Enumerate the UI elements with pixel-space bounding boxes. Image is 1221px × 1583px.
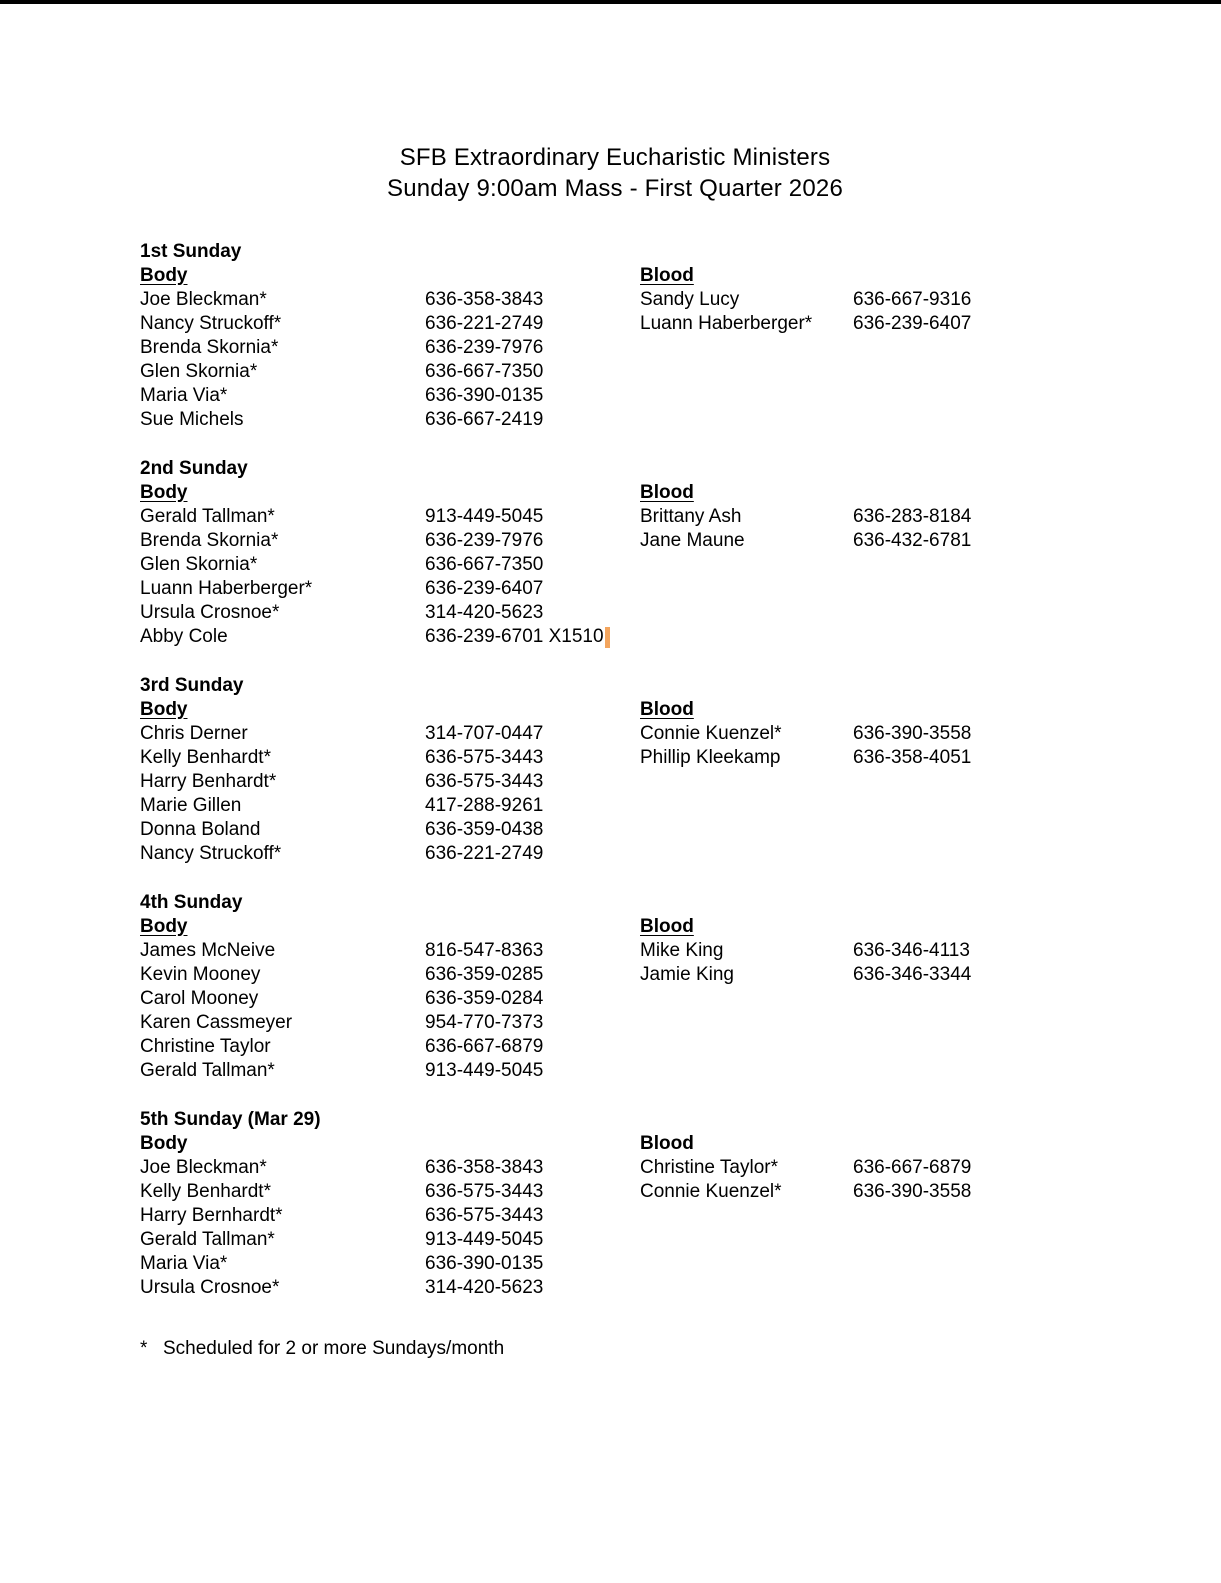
- section-heading: 3rd Sunday: [140, 675, 244, 696]
- body-minister-phone: 636-239-6701 X1510: [425, 625, 640, 649]
- blood-minister-name: [640, 601, 853, 625]
- blood-minister-name: Phillip Kleekamp: [640, 747, 781, 768]
- body-minister-name: Donna Boland: [140, 819, 261, 840]
- minister-row: [140, 505, 1090, 529]
- body-minister-name: Harry Benhardt*: [140, 771, 277, 792]
- spacer-cell: [853, 264, 1090, 288]
- body-minister-phone: 913-449-5045: [425, 1060, 544, 1081]
- blood-minister-phone: [853, 1276, 1090, 1300]
- body-minister-phone: 314-420-5623: [425, 1277, 544, 1298]
- body-minister-name: Joe Bleckman*: [140, 289, 267, 310]
- body-column-label: Body: [140, 699, 188, 720]
- blood-column-label: Blood: [640, 265, 694, 286]
- spacer-cell: [853, 915, 1090, 939]
- blood-column-label: Blood: [640, 482, 694, 503]
- blood-minister-name: [640, 1252, 853, 1276]
- minister-row: [140, 336, 1090, 360]
- body-minister-name: Sue Michels: [140, 409, 244, 430]
- minister-row: [140, 722, 1090, 746]
- title-line-2: Sunday 9:00am Mass - First Quarter 2026: [387, 175, 843, 202]
- body-minister-phone: 636-239-7976: [425, 530, 544, 551]
- body-minister-name: Gerald Tallman*: [140, 1229, 275, 1250]
- body-minister-name: Nancy Struckoff*: [140, 313, 282, 334]
- spacer-cell: [425, 1132, 640, 1156]
- body-minister-name: Gerald Tallman*: [140, 1060, 275, 1081]
- body-column-label: Body: [140, 265, 188, 286]
- blood-minister-phone: [853, 625, 1090, 649]
- minister-row: [140, 963, 1090, 987]
- blood-minister-phone: [853, 770, 1090, 794]
- spacer-cell: [853, 1132, 1090, 1156]
- blood-minister-name: [640, 625, 853, 649]
- body-column-label: Body: [140, 916, 188, 937]
- blood-minister-phone: 636-239-6407: [853, 313, 972, 334]
- body-column-label: Body: [140, 1133, 188, 1154]
- blood-minister-phone: [853, 987, 1090, 1011]
- body-minister-phone: 636-239-6407: [425, 578, 544, 599]
- body-minister-phone: 636-358-3843: [425, 1157, 544, 1178]
- section-heading: 4th Sunday: [140, 892, 243, 913]
- page-top-border: [0, 0, 1221, 4]
- body-minister-name: Kevin Mooney: [140, 964, 261, 985]
- text-cursor: [605, 627, 610, 648]
- footnote-marker: *: [140, 1338, 148, 1359]
- minister-row: [140, 770, 1090, 794]
- section-heading: 1st Sunday: [140, 241, 242, 262]
- blood-minister-name: [640, 1035, 853, 1059]
- body-column-label: Body: [140, 482, 188, 503]
- blood-minister-phone: 636-667-9316: [853, 289, 972, 310]
- minister-row: [140, 794, 1090, 818]
- spacer-cell: [425, 915, 640, 939]
- minister-row: [140, 288, 1090, 312]
- footnote: [140, 1337, 1090, 1361]
- body-minister-name: Kelly Benhardt*: [140, 747, 271, 768]
- body-minister-phone: 636-239-7976: [425, 337, 544, 358]
- minister-row: [140, 384, 1090, 408]
- section-heading: 2nd Sunday: [140, 458, 248, 479]
- document-title: [140, 142, 1090, 204]
- blood-minister-phone: [853, 818, 1090, 842]
- blood-minister-phone: 636-390-3558: [853, 723, 972, 744]
- section-heading: 5th Sunday (Mar 29): [140, 1109, 321, 1130]
- body-minister-phone: 636-221-2749: [425, 313, 544, 334]
- minister-row: [140, 360, 1090, 384]
- column-header-row: [140, 698, 1090, 722]
- blood-minister-phone: [853, 577, 1090, 601]
- body-minister-phone: 636-390-0135: [425, 1253, 544, 1274]
- body-minister-name: Chris Derner: [140, 723, 248, 744]
- document-content: [140, 142, 1090, 1361]
- body-minister-phone: 636-359-0285: [425, 964, 544, 985]
- blood-minister-phone: [853, 1252, 1090, 1276]
- blood-minister-phone: 636-346-4113: [853, 940, 970, 961]
- spacer-cell: [853, 698, 1090, 722]
- blood-minister-name: [640, 553, 853, 577]
- body-minister-phone: 636-221-2749: [425, 843, 544, 864]
- minister-row: [140, 842, 1090, 866]
- body-minister-phone: 636-359-0284: [425, 988, 544, 1009]
- blood-minister-name: Mike King: [640, 940, 724, 961]
- body-minister-name: Maria Via*: [140, 385, 228, 406]
- blood-minister-phone: 636-432-6781: [853, 530, 972, 551]
- blood-minister-name: [640, 794, 853, 818]
- blood-minister-phone: 636-346-3344: [853, 964, 972, 985]
- minister-row: [140, 1252, 1090, 1276]
- schedule-section: [140, 240, 1090, 432]
- body-minister-phone: 636-358-3843: [425, 289, 544, 310]
- blood-minister-name: Jamie King: [640, 964, 734, 985]
- blood-minister-name: [640, 770, 853, 794]
- blood-minister-phone: 636-283-8184: [853, 506, 972, 527]
- blood-minister-name: Luann Haberberger*: [640, 313, 813, 334]
- blood-minister-name: [640, 1228, 853, 1252]
- body-minister-phone: 913-449-5045: [425, 1229, 544, 1250]
- minister-row: [140, 1011, 1090, 1035]
- blood-minister-phone: [853, 1035, 1090, 1059]
- body-minister-name: Maria Via*: [140, 1253, 228, 1274]
- body-minister-phone: 636-359-0438: [425, 819, 544, 840]
- schedule-section: [140, 674, 1090, 866]
- body-minister-phone: 636-667-7350: [425, 361, 544, 382]
- blood-minister-phone: 636-358-4051: [853, 747, 972, 768]
- body-minister-phone: 636-667-7350: [425, 554, 544, 575]
- spacer-cell: [425, 698, 640, 722]
- body-minister-phone: 636-575-3443: [425, 771, 544, 792]
- blood-minister-name: Christine Taylor*: [640, 1157, 778, 1178]
- blood-minister-name: [640, 336, 853, 360]
- body-minister-name: Karen Cassmeyer: [140, 1012, 293, 1033]
- blood-minister-phone: [853, 601, 1090, 625]
- minister-row: [140, 939, 1090, 963]
- column-header-row: [140, 1132, 1090, 1156]
- schedule-section: [140, 1108, 1090, 1300]
- body-minister-phone: 417-288-9261: [425, 795, 544, 816]
- body-minister-name: Brenda Skornia*: [140, 530, 279, 551]
- schedule-section: [140, 457, 1090, 649]
- body-minister-phone: 816-547-8363: [425, 940, 544, 961]
- column-header-row: [140, 264, 1090, 288]
- body-minister-name: Brenda Skornia*: [140, 337, 279, 358]
- blood-minister-phone: [853, 553, 1090, 577]
- minister-row: [140, 818, 1090, 842]
- body-minister-name: Harry Bernhardt*: [140, 1205, 283, 1226]
- blood-column-label: Blood: [640, 699, 694, 720]
- minister-row: [140, 625, 1090, 649]
- blood-minister-name: [640, 1204, 853, 1228]
- blood-minister-phone: 636-390-3558: [853, 1181, 972, 1202]
- body-minister-phone: 636-575-3443: [425, 1205, 544, 1226]
- blood-minister-phone: [853, 842, 1090, 866]
- minister-row: [140, 601, 1090, 625]
- blood-column-label: Blood: [640, 916, 694, 937]
- spacer-cell: [853, 481, 1090, 505]
- blood-minister-name: [640, 1011, 853, 1035]
- blood-minister-phone: [853, 1204, 1090, 1228]
- body-minister-name: Gerald Tallman*: [140, 506, 275, 527]
- schedule-sections: [140, 240, 1090, 1300]
- body-minister-name: Ursula Crosnoe*: [140, 602, 280, 623]
- minister-row: [140, 1035, 1090, 1059]
- minister-row: [140, 1059, 1090, 1083]
- blood-minister-phone: [853, 360, 1090, 384]
- minister-row: [140, 987, 1090, 1011]
- body-minister-phone: 954-770-7373: [425, 1012, 544, 1033]
- blood-minister-name: [640, 384, 853, 408]
- minister-row: [140, 408, 1090, 432]
- body-minister-phone: 636-390-0135: [425, 385, 544, 406]
- blood-minister-phone: [853, 1228, 1090, 1252]
- minister-row: [140, 553, 1090, 577]
- body-minister-name: Nancy Struckoff*: [140, 843, 282, 864]
- minister-row: [140, 312, 1090, 336]
- body-minister-phone: 314-420-5623: [425, 602, 544, 623]
- body-minister-name: Luann Haberberger*: [140, 578, 313, 599]
- body-minister-name: Christine Taylor: [140, 1036, 271, 1057]
- body-minister-name: Marie Gillen: [140, 795, 242, 816]
- body-minister-name: Ursula Crosnoe*: [140, 1277, 280, 1298]
- blood-minister-name: Sandy Lucy: [640, 289, 740, 310]
- minister-row: [140, 577, 1090, 601]
- blood-minister-name: Connie Kuenzel*: [640, 1181, 782, 1202]
- body-minister-name: Carol Mooney: [140, 988, 259, 1009]
- blood-minister-name: [640, 408, 853, 432]
- blood-minister-phone: [853, 408, 1090, 432]
- body-minister-name: Glen Skornia*: [140, 361, 258, 382]
- body-minister-name: James McNeive: [140, 940, 276, 961]
- blood-column-label: Blood: [640, 1133, 694, 1154]
- body-minister-name: Abby Cole: [140, 626, 228, 647]
- blood-minister-phone: [853, 794, 1090, 818]
- blood-minister-name: Brittany Ash: [640, 506, 742, 527]
- minister-row: [140, 1228, 1090, 1252]
- spacer-cell: [425, 264, 640, 288]
- minister-row: [140, 529, 1090, 553]
- title-line-1: SFB Extraordinary Eucharistic Ministers: [399, 144, 831, 171]
- spacer-cell: [425, 481, 640, 505]
- blood-minister-name: [640, 360, 853, 384]
- body-minister-phone: 636-575-3443: [425, 747, 544, 768]
- blood-minister-name: [640, 1059, 853, 1083]
- body-minister-phone: 636-667-2419: [425, 409, 544, 430]
- blood-minister-name: [640, 1276, 853, 1300]
- body-minister-phone: 636-575-3443: [425, 1181, 544, 1202]
- body-minister-name: Joe Bleckman*: [140, 1157, 267, 1178]
- column-header-row: [140, 481, 1090, 505]
- minister-row: [140, 1276, 1090, 1300]
- minister-row: [140, 1180, 1090, 1204]
- minister-row: [140, 1156, 1090, 1180]
- blood-minister-name: Connie Kuenzel*: [640, 723, 782, 744]
- footnote-text: Scheduled for 2 or more Sundays/month: [163, 1338, 505, 1359]
- blood-minister-name: [640, 577, 853, 601]
- schedule-section: [140, 891, 1090, 1083]
- blood-minister-name: [640, 987, 853, 1011]
- column-header-row: [140, 915, 1090, 939]
- blood-minister-phone: [853, 384, 1090, 408]
- minister-row: [140, 1204, 1090, 1228]
- blood-minister-name: Jane Maune: [640, 530, 745, 551]
- blood-minister-name: [640, 842, 853, 866]
- blood-minister-phone: [853, 1011, 1090, 1035]
- body-minister-phone: 913-449-5045: [425, 506, 544, 527]
- body-minister-phone: 636-667-6879: [425, 1036, 544, 1057]
- body-minister-name: Kelly Benhardt*: [140, 1181, 271, 1202]
- body-minister-phone: 314-707-0447: [425, 723, 544, 744]
- body-minister-name: Glen Skornia*: [140, 554, 258, 575]
- blood-minister-phone: 636-667-6879: [853, 1157, 972, 1178]
- blood-minister-phone: [853, 1059, 1090, 1083]
- minister-row: [140, 746, 1090, 770]
- blood-minister-phone: [853, 336, 1090, 360]
- blood-minister-name: [640, 818, 853, 842]
